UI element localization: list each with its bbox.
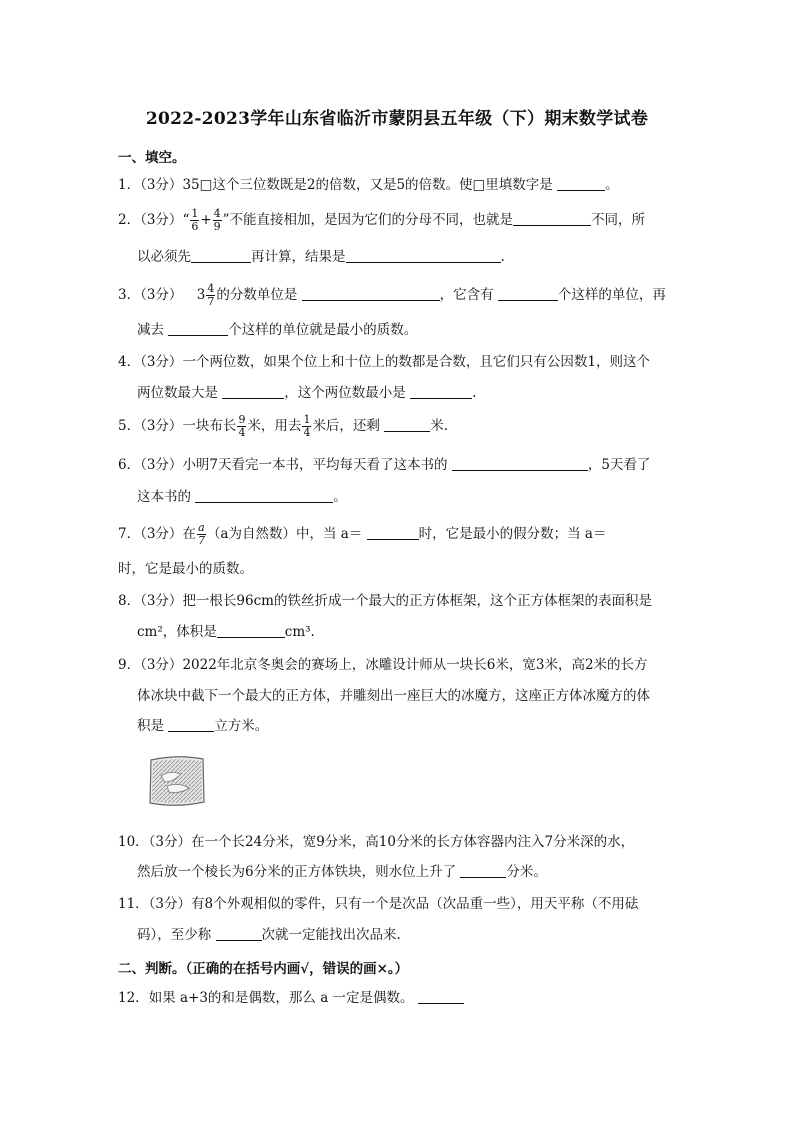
answer-blank[interactable] — [191, 248, 251, 263]
question-12: 12．如果 a+3的和是偶数，那么 a 一定是偶数。 — [118, 988, 678, 1008]
answer-blank[interactable] — [498, 286, 558, 301]
question-9-cont-2: 积是 立方米。 — [137, 718, 269, 734]
answer-blank[interactable] — [346, 248, 501, 263]
answer-blank[interactable] — [410, 384, 472, 399]
answer-blank[interactable] — [216, 926, 262, 941]
answer-blank[interactable] — [460, 863, 506, 878]
question-1: 1．（3分）35□这个三位数既是2的倍数，又是5的倍数。使□里填数字是 。 — [118, 177, 619, 193]
question-8: 8．（3分）把一根长96cm的铁丝折成一个最大的正方体框架，这个正方体框架的表面积是 — [118, 593, 652, 609]
question-10-cont: 然后放一个棱长为6分米的正方体铁块，则水位上升了 分米。 — [137, 864, 547, 880]
question-9: 9．（3分）2022年北京冬奥会的赛场上，冰雕设计师从一块长6米，宽3米，高2米的长方 — [118, 657, 648, 673]
question-3: 3．（3分） 3 $\frac{4}{7}$ 的分数单位是 ，它含有 个这样的单位，再 — [118, 282, 666, 308]
fraction: $\frac{1}{6}$ — [191, 207, 199, 233]
question-10: 10．（3分）在一个长24分米，宽9分米，高10分米的长方体容器内注入7分米深的水， — [118, 834, 635, 850]
section-fill-in-heading: 一、填空。 — [118, 150, 186, 166]
section-true-false-heading: 二、判断。（正确的在括号内画√，错误的画×。） — [118, 961, 409, 977]
question-4-cont: 两位数最大是 ，这个两位数最小是 . — [137, 385, 477, 401]
answer-blank[interactable] — [367, 525, 419, 540]
answer-blank[interactable] — [302, 286, 440, 301]
question-6-cont: 这本书的 。 — [137, 489, 347, 505]
question-5: 5．（3分）一块布长 $\frac{9}{4}$ 米，用去 $\frac{1}{4}$ 米后，还剩 米. — [118, 413, 449, 439]
question-11-cont: 码），至少称 次就一定能找出次品来. — [137, 927, 401, 943]
answer-blank[interactable] — [557, 176, 605, 191]
answer-blank[interactable] — [418, 989, 464, 1004]
answer-blank[interactable] — [452, 456, 588, 471]
ice-cube-image — [147, 752, 207, 810]
question-9-cont-1: 体冰块中截下一个最大的正方体，并雕刻出一座巨大的冰魔方，这座正方体冰魔方的体 — [137, 688, 650, 704]
answer-blank[interactable] — [217, 623, 285, 638]
page-title: 2022-2023学年山东省临沂市蒙阴县五年级（下）期末数学试卷 — [145, 109, 649, 129]
question-6: 6．（3分）小明7天看完一本书，平均每天看了这本书的 ，5天看了 — [118, 457, 651, 473]
answer-blank[interactable] — [195, 488, 333, 503]
fraction: $\frac{9}{4}$ — [238, 413, 246, 439]
answer-blank[interactable] — [513, 211, 591, 226]
fraction: $\frac{a}{7}$ — [197, 521, 205, 547]
answer-blank[interactable] — [168, 717, 214, 732]
fraction: $\frac{4}{9}$ — [213, 207, 221, 233]
answer-blank[interactable] — [168, 321, 228, 336]
question-7: 7．（3分）在 $\frac{a}{7}$ （a为自然数）中，当 a＝ 时，它是最小的假分数；当 a＝ — [118, 521, 607, 547]
question-4: 4．（3分）一个两位数，如果个位上和十位上的数都是合数，且它们只有公因数1，则这个 — [118, 354, 651, 370]
question-3-cont: 减去 个这样的单位就是最小的质数。 — [137, 322, 418, 338]
answer-blank[interactable] — [384, 417, 430, 432]
fraction: $\frac{4}{7}$ — [207, 282, 215, 308]
answer-blank[interactable] — [222, 384, 284, 399]
fraction: $\frac{1}{4}$ — [303, 413, 311, 439]
question-2: 2．（3分）“ $\frac{1}{6}$ + $\frac{4}{9}$ ”不能直接相加，是因为它们的分母不同，也就是 不同，所 — [118, 207, 646, 233]
question-2-cont: 以必须先 再计算，结果是 . — [137, 249, 505, 265]
question-8-cont: cm²，体积是 cm³. — [137, 624, 315, 640]
question-11: 11．（3分）有8个外观相似的零件，只有一个是次品（次品重一些），用天平称（不用砝 — [118, 896, 639, 912]
question-7-cont: 时，它是最小的质数。 — [118, 561, 253, 577]
